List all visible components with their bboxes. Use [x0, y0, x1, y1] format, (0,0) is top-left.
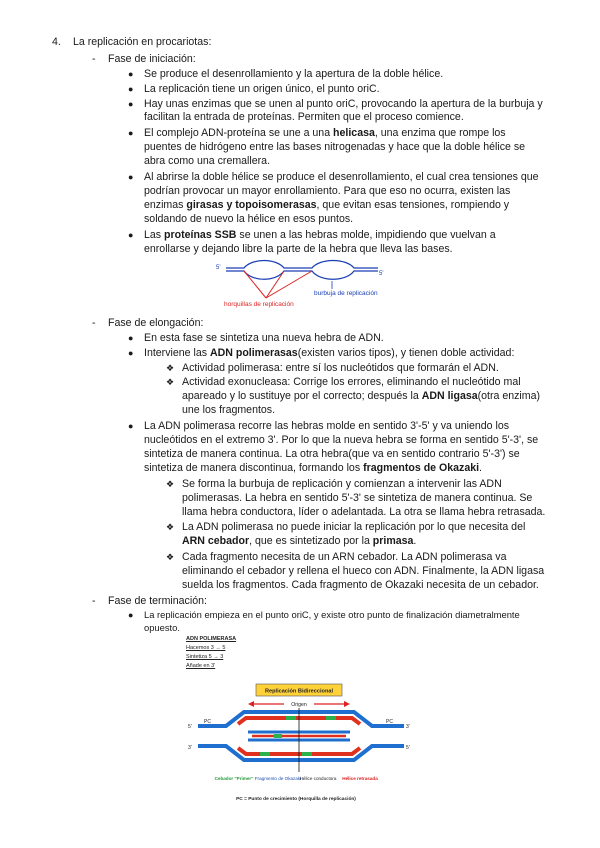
diamond-marker: ❖	[166, 479, 175, 489]
iniciacion-bullet-5-line4: soldando de nuevo la hélice en esos puntos.	[144, 213, 354, 225]
label-5-left-top: 5'	[188, 724, 192, 730]
primer-segment	[302, 752, 312, 756]
primer-segment	[326, 716, 336, 720]
elongacion-sub-3-line2: polimerasas. La hebra en sentido 5'-3' se sintetiza de manera continua. Se	[182, 492, 533, 504]
bullet-marker: ●	[128, 348, 134, 358]
elongacion-sub-3-line1: Se forma la burbuja de replicación y comienzan a intervenir las ADN	[182, 478, 502, 490]
notes-block	[186, 635, 236, 671]
elongacion-bullet-3-line3: sintetiza de manera continua. La otra hebra(que va en sentido contrario 5'-3') se	[144, 448, 520, 460]
iniciacion-bullet-3-line1: Hay unas enzimas que se unen al punto oriC, provocando la apertura de la burbuja y	[144, 98, 543, 110]
iniciacion-bullet-4-line2: puentes de hidrógeno entre las bases nitrogenadas y hace que la doble hélice se	[144, 141, 526, 153]
label-5-left: 5'	[216, 265, 221, 271]
terminacion-bullet-1-line2: opuesto.	[144, 622, 180, 633]
label-horquillas: horquillas de replicación	[224, 301, 294, 308]
strand-top	[226, 261, 378, 269]
primer-segment	[286, 716, 296, 720]
elongacion-sub-3-line3: llama hebra conductora, líder o adelantada. La otra se llama hebra retrasada.	[182, 506, 546, 518]
label-3-left-bottom: 3'	[188, 745, 192, 751]
iniciacion-bullet-4-line1: El complejo ADN-proteína se une a una helicasa, una enzima que rompe los	[144, 127, 506, 139]
dash-marker: -	[92, 53, 96, 65]
bullet-marker: ●	[128, 333, 134, 343]
elongacion-sub-5-line3: suelda los fragmentos. Cada fragmento de Okazaki necesita de un cebador.	[182, 579, 539, 591]
terminacion-bullet-1-line1: La replicación empieza en el punto oriC, y existe otro punto de finalización diametralmente	[144, 609, 520, 620]
bullet-marker: ●	[128, 99, 134, 109]
section-number: 4.	[52, 36, 61, 48]
dash-marker: -	[92, 317, 96, 329]
label-pc-right: PC	[386, 719, 393, 725]
bullet-marker: ●	[128, 230, 134, 240]
elongacion-sub-1: Actividad polimerasa: entre sí los nucleótidos que formarán el ADN.	[182, 362, 499, 374]
elongacion-sub-4-line2: ARN cebador, que es sintetizado por la primasa.	[182, 535, 417, 547]
origen-label: Origen	[291, 702, 307, 708]
iniciacion-bullet-6-line2: enrollarse y dejando libre la parte de la hebra que lleva las bases.	[144, 243, 453, 255]
bullet-marker: ●	[128, 610, 134, 620]
bullet-marker: ●	[128, 421, 134, 431]
elongacion-sub-5-line2: eliminando el cebador y rellena el hueco con ADN. Finalmente, la ADN ligasa	[182, 565, 545, 577]
direction-arrowhead-right	[344, 701, 350, 707]
iniciacion-bullet-5-line2: podrían provocar un mayor enrollamiento. Para que eso no ocurra, existen las	[144, 185, 511, 197]
replication-bubble-figure	[210, 255, 400, 310]
elongacion-bullet-3-line2: nucleótidos en el extremo 3'. Por lo que la nueva hebra se forma en sentido 5'-3', se	[144, 434, 539, 446]
iniciacion-bullet-5-line1: Al abrirse la doble hélice se produce el desenrollamiento, el cual crea tensiones que	[144, 171, 539, 183]
fork-arrow	[266, 271, 312, 298]
direction-arrowhead-left	[248, 701, 254, 707]
strand-bottom	[226, 271, 378, 279]
bullet-marker: ●	[128, 69, 134, 79]
elongacion-sub-2-line1: Actividad exonucleasa: Corrige los errores, eliminando el nucleótido mal	[182, 376, 521, 388]
bullet-marker: ●	[128, 172, 134, 182]
dash-marker: -	[92, 595, 96, 607]
iniciacion-bullet-3-line2: facilitan la entrada de proteínas. Permiten que el proceso comience.	[144, 111, 464, 123]
bullet-marker: ●	[128, 128, 134, 138]
legend-conductora: Hélice conductora	[299, 776, 337, 781]
label-5-right-bottom: 5'	[406, 745, 410, 751]
note-2: Hacemos 3 → 5	[186, 645, 226, 651]
iniciacion-bullet-6-line1: Las proteínas SSB se unen a las hebras molde, impidiendo que vuelvan a	[144, 229, 496, 241]
fork-arrow	[266, 271, 284, 298]
iniciacion-bullet-4-line3: abra como una cremallera.	[144, 155, 271, 167]
elongacion-bullet-2: Interviene las ADN polimerasas(existen varios tipos), y tienen doble actividad:	[144, 347, 515, 359]
legend-retrasada: Hélice retrasada	[342, 776, 378, 781]
phase-title-elongacion: Fase de elongación:	[108, 317, 204, 329]
legend-fragmento: Fragmento de Okazaki	[254, 776, 302, 781]
diamond-marker: ❖	[166, 552, 175, 562]
note-3: Sintetiza 5 → 3	[186, 654, 224, 660]
iniciacion-bullet-1: Se produce el desenrollamiento y la apertura de la doble hélice.	[144, 68, 444, 80]
label-burbuja: burbuja de replicación	[314, 290, 378, 297]
figure-title: Replicación Bidireccional	[264, 688, 334, 695]
diamond-marker: ❖	[166, 363, 175, 373]
bidirectional-replication-figure	[186, 680, 416, 804]
phase-title-terminacion: Fase de terminación:	[108, 595, 207, 607]
elongacion-sub-4-line1: La ADN polimerasa no puede iniciar la replicación por lo que necesita del	[182, 521, 526, 533]
label-5-right: 5'	[379, 271, 384, 277]
note-1: ADN POLIMERASA	[186, 636, 237, 642]
elongacion-sub-5-line1: Cada fragmento necesita de un ARN cebador. La ADN polimerasa va	[182, 551, 507, 563]
label-pc-left: PC	[204, 719, 211, 725]
note-4: Añade en 3'	[186, 663, 216, 669]
iniciacion-bullet-5-line3: enzimas girasas y topoisomerasas, que evitan esas tensiones, rompiendo y	[144, 199, 510, 211]
phase-title-iniciacion: Fase de iniciación:	[108, 53, 196, 65]
section-title: La replicación en procariotas:	[73, 36, 212, 48]
elongacion-bullet-1: En esta fase se sintetiza una nueva hebra de ADN.	[144, 332, 384, 344]
elongacion-sub-2-line2: apareado y lo sustituye por el correcto; después la ADN ligasa(otra enzima)	[182, 390, 541, 402]
diamond-marker: ❖	[166, 522, 175, 532]
figure-caption: PC = Punto de crecimiento (Horquilla de replicación)	[236, 797, 356, 802]
elongacion-sub-2-line3: une los fragmentos.	[182, 404, 276, 416]
primer-segment	[274, 734, 282, 738]
iniciacion-bullet-2: La replicación tiene un origen único, el punto oriC.	[144, 83, 380, 95]
fork-arrow	[244, 271, 266, 298]
label-3-right-top: 3'	[406, 724, 410, 730]
diamond-marker: ❖	[166, 377, 175, 387]
legend-cebador: Cebador "Primer"	[214, 776, 254, 781]
elongacion-bullet-3-line1: La ADN polimerasa recorre las hebras molde en sentido 3'-5' y va uniendo los	[144, 420, 510, 432]
elongacion-bullet-3-line4: sintetiza de manera discontinua, formando los fragmentos de Okazaki.	[144, 462, 482, 474]
bullet-marker: ●	[128, 84, 134, 94]
primer-segment	[260, 752, 270, 756]
